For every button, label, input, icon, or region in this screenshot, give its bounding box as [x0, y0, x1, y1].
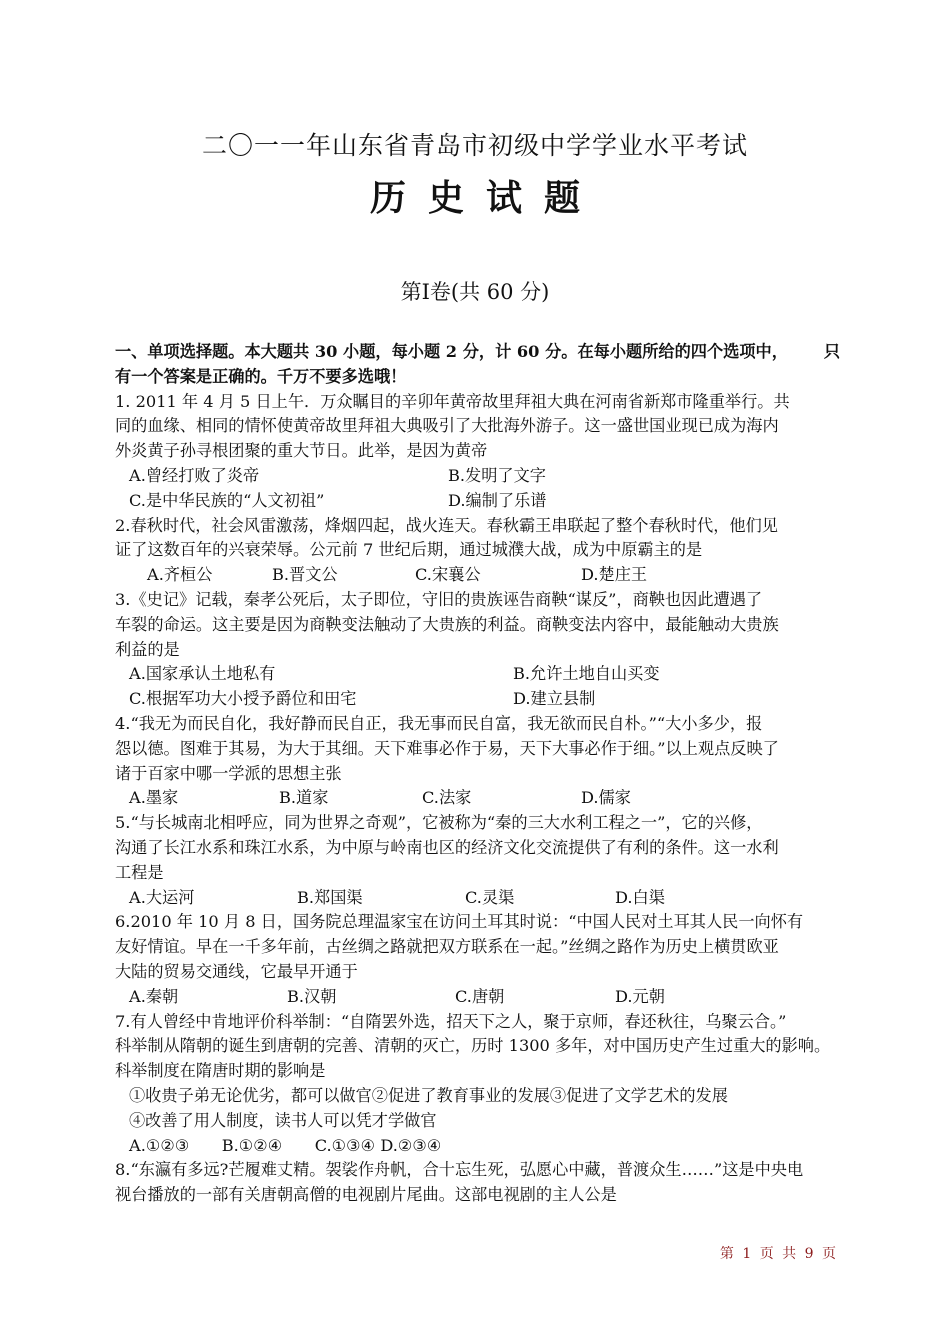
q1-option-c: C.是中华民族的“人文初祖”: [129, 490, 325, 510]
q2-options-row: [115, 563, 840, 588]
q3-option-b: B.允许土地自山买变: [513, 664, 660, 684]
q3-options-row: [115, 687, 840, 712]
q3-option-a: A.国家承认土地私有: [129, 664, 276, 684]
section-instruction-line1: [115, 340, 840, 365]
q1-line: 1. 2011 年 4 月 5 日上午．万众瞩目的辛卯年黄帝故里拜祖大典在河南省新郑市隆重举行。共: [115, 391, 790, 411]
q7-options-row: A.①②③ B.①②④ C.①③④ D.②③④: [129, 1135, 442, 1155]
q4-option-c: C.法家: [422, 788, 472, 808]
q7-items-line: ④改善了用人制度，读书人可以凭才学做官: [129, 1110, 437, 1130]
section-instruction-line2: 有一个答案是正确的。千万不要多选哦！: [115, 366, 407, 386]
page-number-footer: 第 1 页 共 9 页: [719, 1246, 838, 1262]
q1-line: 外炎黄子孙寻根团聚的重大节日。此举，是因为黄帝: [115, 441, 488, 461]
q2-option-b: B.晋文公: [272, 565, 338, 585]
q4-option-b: B.道家: [279, 788, 329, 808]
q8-line: 视台播放的一部有关唐朝高僧的电视剧片尾曲。这部电视剧的主人公是: [115, 1185, 617, 1205]
q1-option-b: B.发明了文字: [448, 465, 546, 485]
q5-option-a: A.大运河: [129, 887, 195, 907]
q3-options-row: [115, 662, 840, 687]
q2-line: 证了这数百年的兴衰荣辱。公元前 7 世纪后期，通过城濮大战，成为中原霸主的是: [115, 540, 703, 560]
q1-option-d: D.编制了乐谱: [448, 490, 547, 510]
q6-option-a: A.秦朝: [129, 986, 179, 1006]
q2-line: 2.春秋时代，社会风雷激荡，烽烟四起，战火连天。春秋霸王串联起了整个春秋时代，他们见: [115, 515, 778, 535]
q6-option-b: B.汉朝: [287, 986, 337, 1006]
q5-options-row: [115, 886, 840, 911]
q2-option-c: C.宋襄公: [415, 565, 481, 585]
q3-option-c: C.根据军功大小授予爵位和田宅: [129, 689, 357, 709]
instruction-text: 一、单项选择题。本大题共 30 小题，每小题 2 分，计 60 分。在每小题所给的四个选项中，: [115, 342, 788, 361]
q4-line: 诸于百家中哪一学派的思想主张: [115, 763, 342, 783]
q6-options-row: [115, 985, 840, 1010]
q7-items-line: ①收贵子弟无论优劣，都可以做官②促进了教育事业的发展③促进了文学艺术的发展: [129, 1085, 728, 1105]
q5-line: 沟通了长江水系和珠江水系，为中原与岭南也区的经济文化交流提供了有利的条件。这一水利: [115, 837, 779, 857]
q3-line: 利益的是: [115, 639, 180, 659]
q7-line: 科举制从隋朝的诞生到唐朝的完善、清朝的灭亡，历时 1300 多年，对中国历史产生过重大的影响。: [115, 1036, 831, 1056]
q6-option-d: D.元朝: [615, 986, 665, 1006]
q3-line: 3.《史记》记载，秦孝公死后，太子即位，守旧的贵族诬告商鞅“谋反”，商鞅也因此遭遇了: [115, 589, 763, 609]
q4-line: 怨以德。图难于其易，为大于其细。天下难事必作于易，天下大事必作于细。”以上观点反映了: [115, 738, 779, 758]
question-content: [115, 340, 840, 1208]
q5-option-d: D.白渠: [615, 887, 665, 907]
q3-option-d: D.建立县制: [513, 689, 596, 709]
instruction-tail: 只: [823, 342, 840, 361]
q6-line: 大陆的贸易交通线，它最早开通于: [115, 961, 358, 981]
q8-line: 8.“东瀛有多远?芒履难丈精。袈裟作舟帆，合十忘生死，弘愿心中藏，普渡众生……”这是中央电: [115, 1160, 804, 1180]
q3-line: 车裂的命运。这主要是因为商鞅变法触动了大贵族的利益。商鞅变法内容中，最能触动大贵族: [115, 614, 779, 634]
q7-line: 科举制度在隋唐时期的影响是: [115, 1061, 326, 1081]
q4-options-row: [115, 786, 840, 811]
q1-line: 同的血缘、相同的情怀使黄帝故里拜祖大典吸引了大批海外游子。这一盛世国业现已成为海内: [115, 416, 779, 436]
q5-option-c: C.灵渠: [465, 887, 515, 907]
q6-option-c: C.唐朝: [455, 986, 505, 1006]
q6-line: 友好情谊。早在一千多年前，古丝绸之路就把双方联系在一起。”丝绸之路作为历史上横贯欧亚: [115, 937, 779, 957]
q5-line: 工程是: [115, 862, 164, 882]
q4-option-d: D.儒家: [581, 788, 631, 808]
q4-option-a: A.墨家: [129, 788, 179, 808]
q1-option-a: A.曾经打败了炎帝: [129, 465, 260, 485]
exam-title: 二〇一一年山东省青岛市初级中学学业水平考试: [201, 131, 748, 160]
q7-line: 7.有人曾经中肯地评价科举制：“自隋罢外选，招天下之人，聚于京师，春还秋往，乌聚云合。”: [115, 1011, 787, 1031]
volume-title: 第Ⅰ卷(共 60 分): [400, 280, 550, 304]
q6-line: 6.2010 年 10 月 8 日，国务院总理温家宝在访问土耳其时说：“中国人民对土耳其人民一向怀有: [115, 912, 804, 932]
q1-options-row: [115, 464, 840, 489]
q2-option-a: A.齐桓公: [147, 565, 213, 585]
q1-options-row: [115, 489, 840, 514]
subject-title: 历史试题: [369, 177, 602, 219]
q5-line: 5.“与长城南北相呼应，同为世界之奇观”，它被称为“秦的三大水利工程之一”，它的兴修，: [115, 813, 763, 833]
q5-option-b: B.郑国渠: [297, 887, 363, 907]
q2-option-d: D.楚庄王: [581, 565, 648, 585]
q4-line: 4.“我无为而民自化，我好静而民自正，我无事而民自富，我无欲而民自朴。”“大小多少，报: [115, 713, 763, 733]
